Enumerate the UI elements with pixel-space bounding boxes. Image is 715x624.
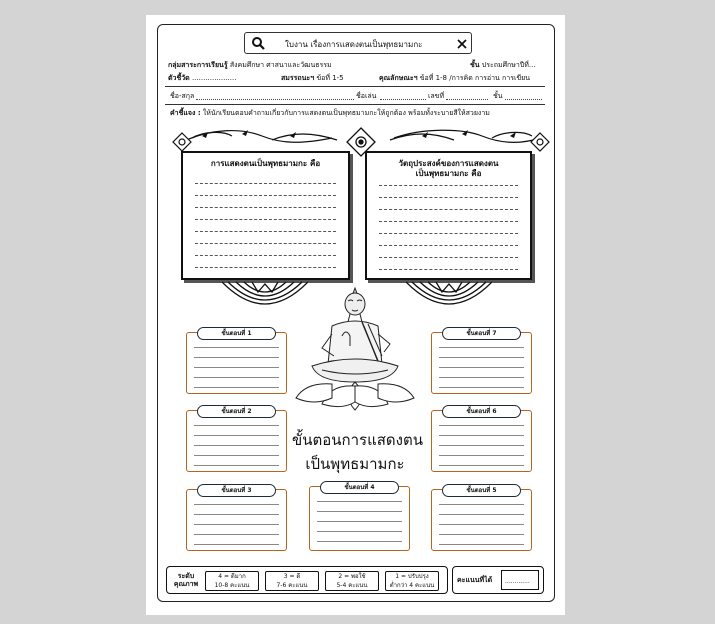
question-box-purpose xyxy=(365,151,532,280)
question-box-definition xyxy=(181,151,350,280)
step-5-label: ขั้นตอนที่ 5 xyxy=(442,484,521,497)
rubric-level-3: 3 = ดี 7-6 คะแนน xyxy=(265,571,319,591)
mandala-right xyxy=(406,280,492,314)
question-purpose: วัตถุประสงค์ของการแสดงตน เป็นพุทธมามกะ คือ xyxy=(398,159,499,178)
step-2-label: ขั้นตอนที่ 2 xyxy=(197,405,276,418)
rubric-box xyxy=(166,566,448,594)
rubric-level-4: 4 = ดีมาก 10-8 คะแนน xyxy=(205,571,259,591)
student-info-row xyxy=(170,92,542,101)
step-7-label: ขั้นตอนที่ 7 xyxy=(442,327,521,340)
competency-row: สมรรถนะฯ ข้อที่ 1-5 xyxy=(281,74,344,82)
buddha-illustration xyxy=(292,286,418,414)
number-field[interactable]: เลขที่ xyxy=(428,92,490,101)
search-icon xyxy=(251,36,265,50)
step-1-label: ขั้นตอนที่ 1 xyxy=(197,327,276,340)
step-box-3 xyxy=(186,489,287,551)
indicator-row: ตัวชี้วัด .................... xyxy=(168,74,237,82)
step-6-label: ขั้นตอนที่ 6 xyxy=(442,405,521,418)
score-field[interactable]: ............. xyxy=(501,570,539,590)
center-title: ขั้นตอนการแสดงตน เป็นพุทธมามกะ xyxy=(292,431,423,473)
worksheet-title: ใบงาน เรื่องการแสดงตนเป็นพุทธมามกะ xyxy=(285,40,423,49)
info-divider xyxy=(165,104,545,105)
question-definition: การแสดงตนเป็นพุทธมามกะ คือ xyxy=(210,159,321,168)
step-box-5 xyxy=(431,489,532,551)
name-field[interactable]: ชื่อ-สกุล xyxy=(170,92,355,101)
step-box-7 xyxy=(431,332,532,394)
score-box xyxy=(452,566,544,594)
step-box-1 xyxy=(186,332,287,394)
rubric-level-1: 1 = ปรับปรุง ต่ำกว่า 4 คะแนน xyxy=(385,571,439,591)
grade-row: ชั้น ประถมศึกษาปีที่... xyxy=(470,61,536,69)
close-icon xyxy=(457,39,467,49)
step-box-2 xyxy=(186,410,287,472)
instruction: คำชี้แจง : ให้นักเรียนตอบคำถามเกี่ยวกับการแสดงตนเป็นพุทธมามกะให้ถูกต้อง พร้อมทั้งระบายสีให้สวยงาม xyxy=(170,109,490,117)
step-3-label: ขั้นตอนที่ 3 xyxy=(197,484,276,497)
step-4-label: ขั้นตอนที่ 4 xyxy=(320,481,399,494)
class-field[interactable]: ชั้น xyxy=(493,92,543,101)
score-label: คะแนนที่ได้ xyxy=(457,576,493,584)
nickname-field[interactable]: ชื่อเล่น xyxy=(356,92,426,101)
subject-row: กลุ่มสาระการเรียนรู้ สังคมศึกษา ศาสนาและวัฒนธรรม xyxy=(168,61,332,69)
rubric-label: ระดับ คุณภาพ xyxy=(173,572,199,588)
step-box-4 xyxy=(309,486,410,551)
step-box-6 xyxy=(431,410,532,472)
header-divider xyxy=(165,86,545,87)
traits-row: คุณลักษณะฯ ข้อที่ 1-8 /การคิด การอ่าน การเขียน xyxy=(379,74,531,82)
title-bar xyxy=(244,32,472,54)
rubric-level-2: 2 = พอใช้ 5-4 คะแนน xyxy=(325,571,379,591)
